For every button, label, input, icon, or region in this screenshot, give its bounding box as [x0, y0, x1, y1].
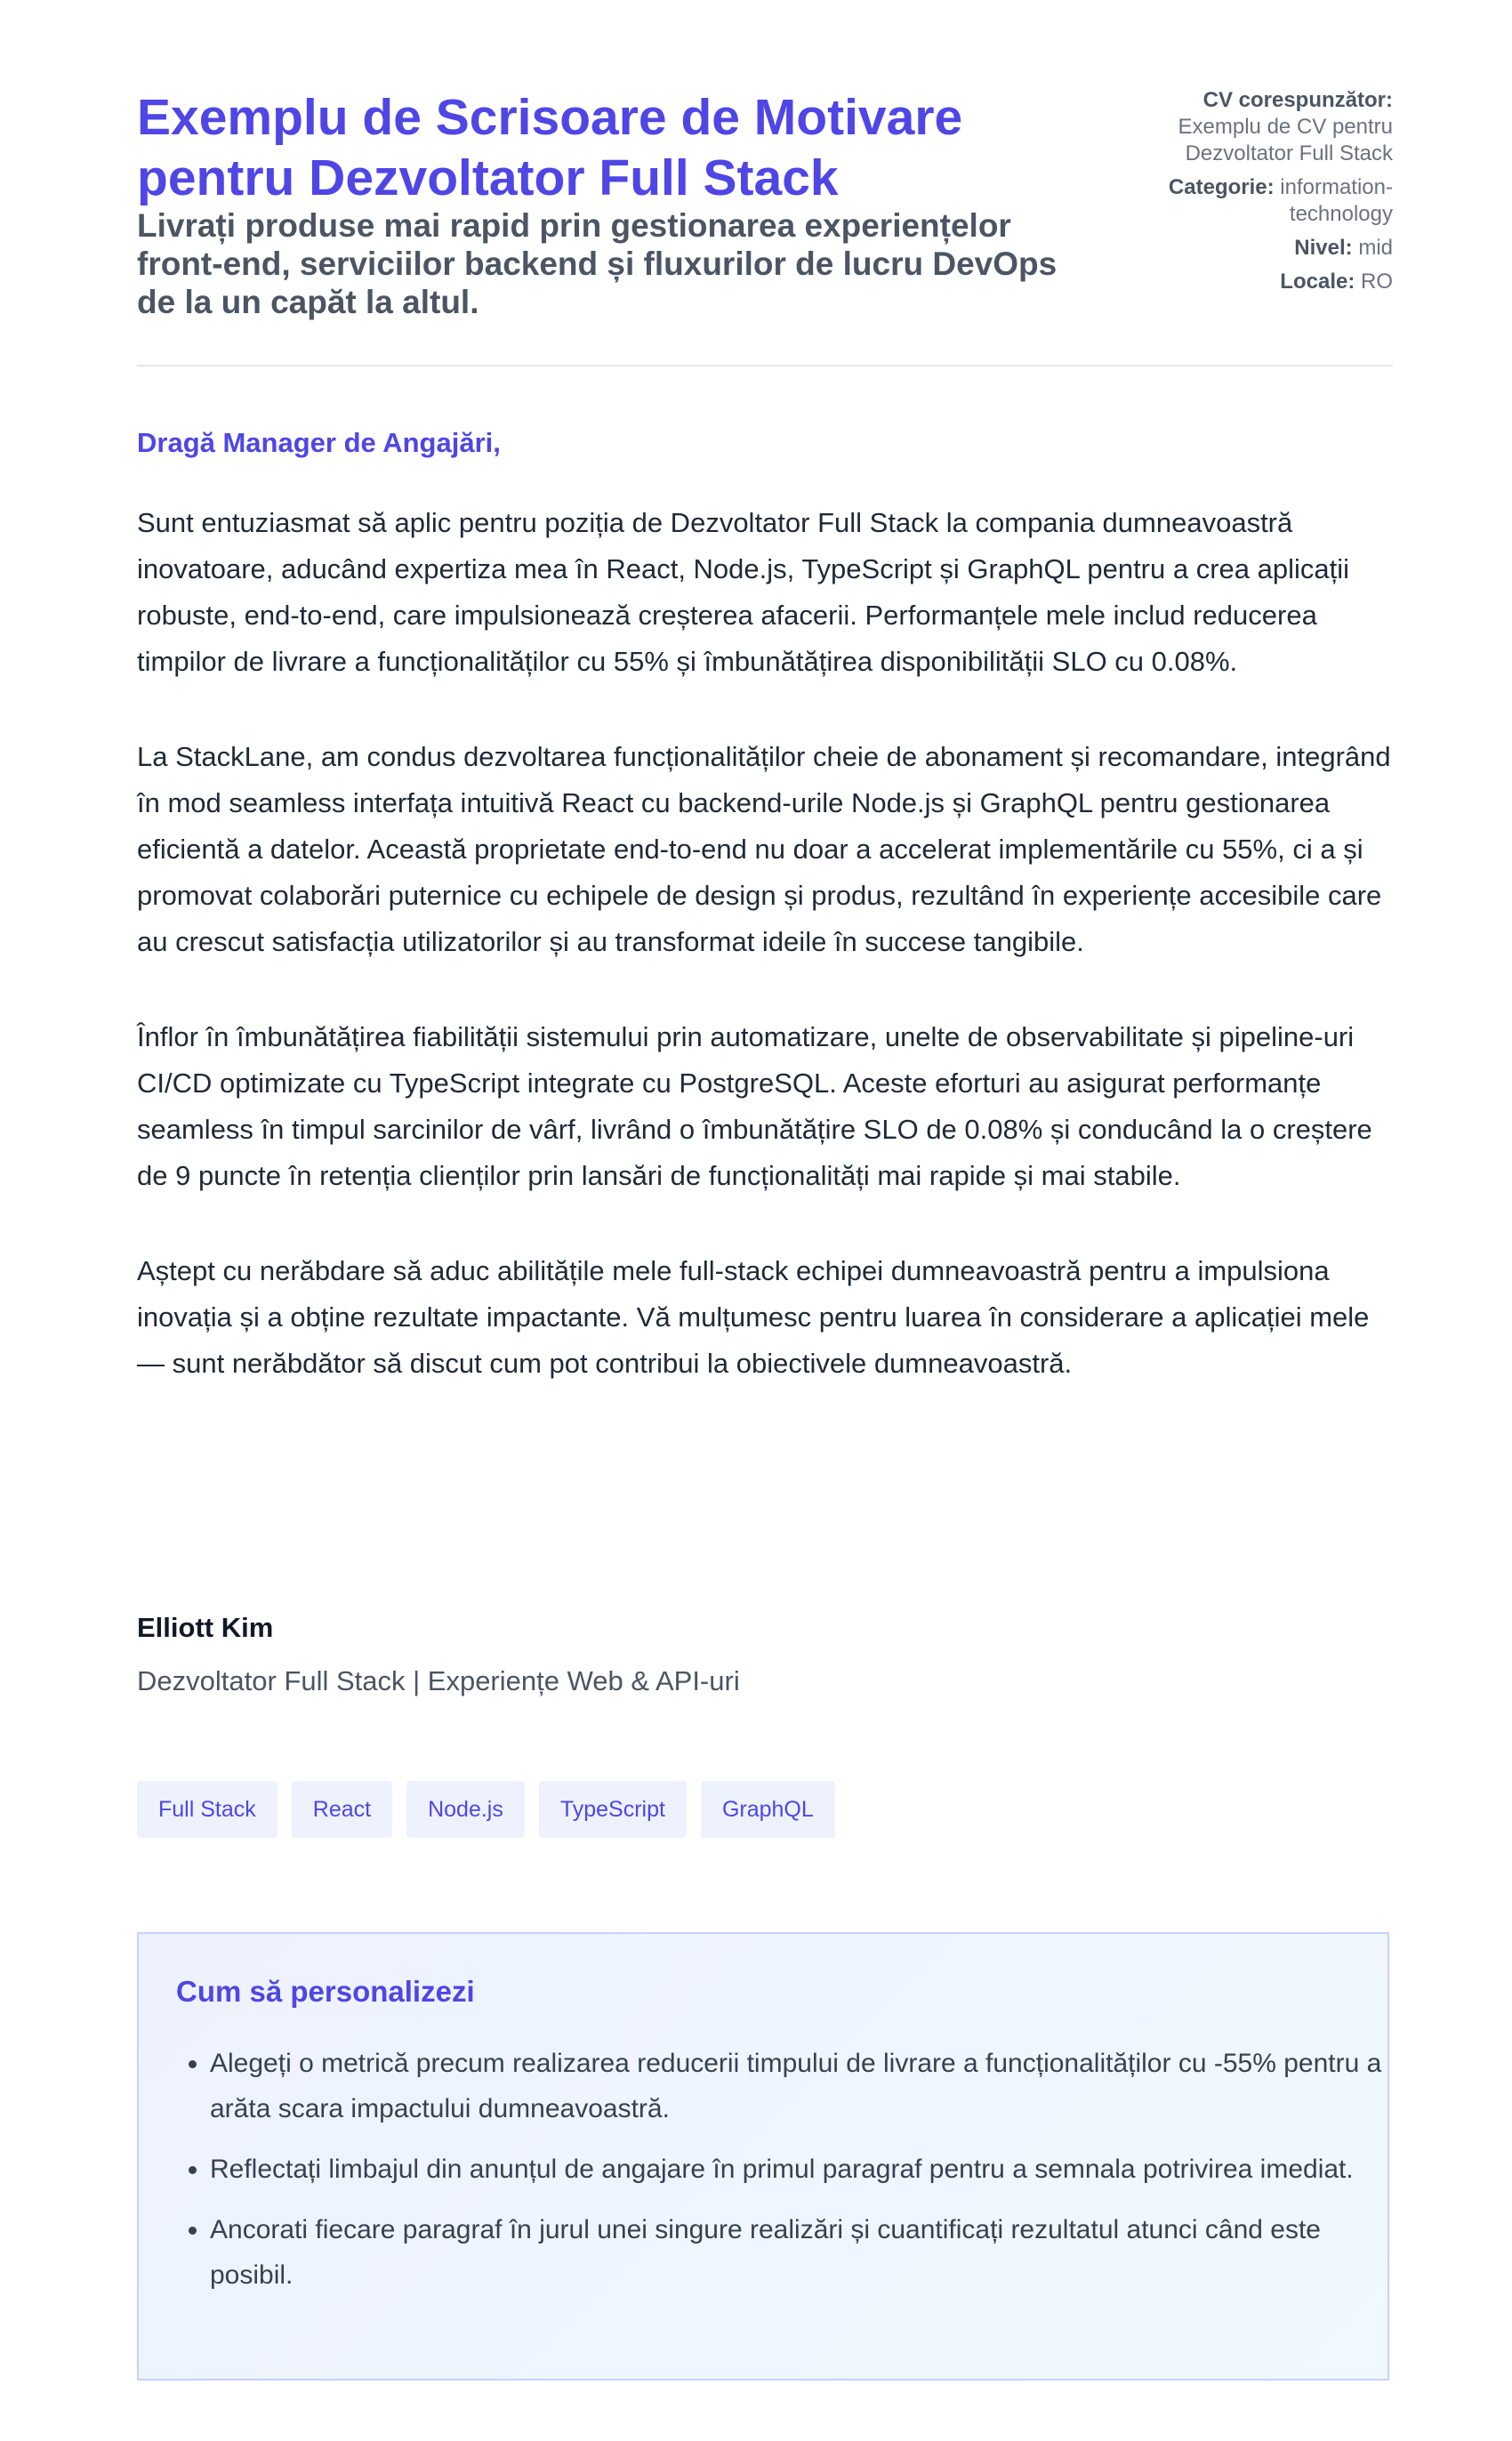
- meta-level-label: Nivel:: [1294, 236, 1353, 260]
- letter-paragraph: Înflor în îmbunătățirea fiabilității sistemului prin automatizare, unelte de observabilitate și pipeline-uri CI/CD optimizate cu TypeScript integrate cu PostgreSQL. Aceste eforturi au asigurat performanțe seamless în timpul sarcinilor de vârf, livrând o îmbunătățire SLO de 0.08% și conducând la o creștere de 9 puncte în retenția clienților prin lansări de funcționalități mai rapide și mai stabile.: [137, 1021, 1372, 1191]
- meta-category-label: Categorie:: [1168, 175, 1275, 199]
- signature-title: Dezvoltator Full Stack | Experiențe Web & API-uri: [137, 1665, 740, 1696]
- tips-item: • Reflectați limbajul din anunțul de angajare în primul paragraf pentru a semnala potrivirea imediat.: [210, 2147, 1384, 2192]
- tag-typescript[interactable]: TypeScript: [539, 1781, 687, 1838]
- tag-nodejs[interactable]: Node.js: [406, 1781, 525, 1838]
- signature-name: Elliott Kim: [137, 1612, 274, 1643]
- tips-box: [137, 1932, 1389, 2381]
- tips-item: • Ancorati fiecare paragraf în jurul unei singure realizări și cuantificați rezultatul atunci când este posibil.: [210, 2207, 1384, 2298]
- tag-full-stack[interactable]: Full Stack: [137, 1781, 277, 1838]
- meta-level: [1126, 235, 1393, 262]
- tag-list: [137, 1781, 835, 1838]
- meta-locale-value: RO: [1361, 270, 1393, 294]
- letter-paragraph: Aștept cu nerăbdare să aduc abilitățile mele full-stack echipei dumneavoastră pentru a impulsiona inovația și a obține rezultate impactante. Vă mulțumesc pentru luarea în considerare a aplicației mele — sunt nerăbdător să discut cum pot contribui la obiectivele dumneavoastră.: [137, 1255, 1370, 1379]
- letter-body: [137, 500, 1393, 1436]
- tips-title: Cum să personalizezi: [176, 1975, 475, 2008]
- tips-item: • Alegeți o metrică precum realizarea reducerii timpului de livrare a funcționalităților cu -55% pentru a arăta scara impactului dumneavoastră.: [210, 2041, 1384, 2131]
- letter-greeting: Dragă Manager de Angajări,: [137, 427, 501, 458]
- meta-level-value: mid: [1358, 236, 1393, 260]
- meta-locale-label: Locale:: [1280, 270, 1355, 294]
- tips-list: [176, 2041, 1384, 2313]
- meta-locale: [1126, 269, 1393, 295]
- letter-paragraph: Sunt entuziasmat să aplic pentru poziția de Dezvoltator Full Stack la compania dumneavoastră inovatoare, aducând expertiza mea în React, Node.js, TypeScript și GraphQL pentru a crea aplicații robuste, end-to-end, care impulsionează creșterea afacerii. Performanțele mele includ reducerea timpilor de livrare a funcționalităților cu 55% și îmbunătățirea disponibilității SLO cu 0.08%.: [137, 507, 1350, 677]
- header: [137, 0, 1393, 367]
- meta-cv-value[interactable]: Exemplu de CV pentru Dezvoltator Full Stack: [1178, 115, 1393, 165]
- tag-react[interactable]: React: [292, 1781, 392, 1838]
- page-title: Exemplu de Scrisoare de Motivare pentru Dezvoltator Full Stack: [137, 89, 963, 206]
- letter-paragraph: La StackLane, am condus dezvoltarea funcționalităților cheie de abonament și recomandare, integrând în mod seamless interfața intuitivă React cu backend-urile Node.js și GraphQL pentru gestionarea eficientă a datelor. Această proprietate end-to-end nu doar a accelerat implementările cu 55%, ci a și promovat colaborări puternice cu echipele de design și produs, rezultând în experiențe accesibile care au crescut satisfacția utilizatorilor și au transformat ideile în succese tangibile.: [137, 741, 1391, 957]
- meta-cv: [1126, 87, 1393, 167]
- content: [137, 0, 1393, 2290]
- meta-category: [1126, 174, 1393, 228]
- tag-graphql[interactable]: GraphQL: [701, 1781, 835, 1838]
- meta-cv-label: CV corespunzător:: [1202, 88, 1393, 112]
- meta-category-value: information-technology: [1280, 175, 1393, 226]
- page-subtitle: Livrați produse mai rapid prin gestionarea experiențelor front-end, serviciilor backend și fluxurilor de lucru DevOps de la un capăt la altul.: [137, 207, 1058, 320]
- meta-panel: [1126, 87, 1393, 302]
